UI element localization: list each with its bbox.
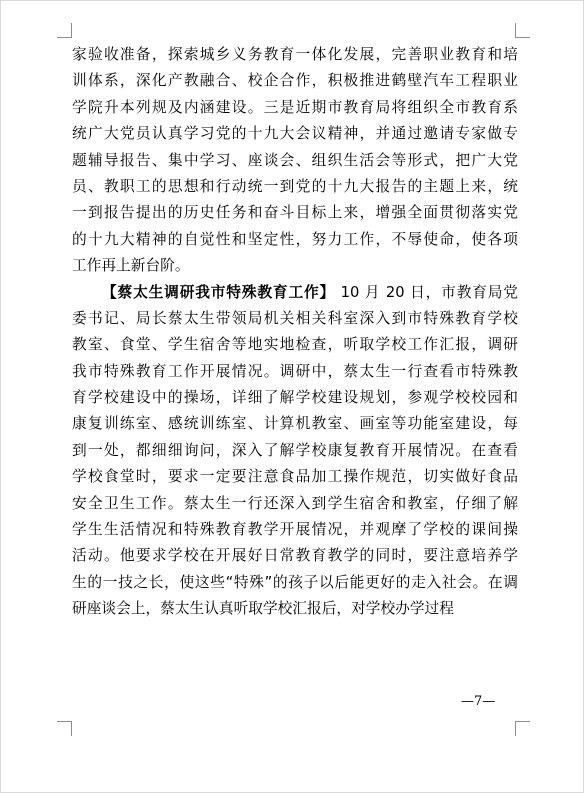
text-line: 康复训练室、感统训练室、计算机教室、画室等功能室建设，每 [72, 415, 518, 433]
paragraph-first-line [72, 280, 518, 306]
page-number: —7— [461, 694, 496, 709]
text-line: 教室、食堂、学生宿舍等地实地检查，听取学校工作汇报，调研 [72, 336, 518, 354]
text-line: 一到报告提出的历史任务和奋斗目标上来，增强全面贯彻落实党 [72, 204, 518, 222]
text-line: 的十九大精神的自觉性和坚定性，努力工作，不辱使命，使各项 [72, 230, 518, 248]
text-line: 委书记、局长蔡太生带领局机关相关科室深入到市特殊教育学校 [72, 309, 518, 327]
text-span: 10 月 20 日，市教育局党 [340, 283, 518, 301]
text-line: 工作再上新台阶。 [72, 257, 190, 275]
text-line: 研座谈会上，蔡太生认真听取学校汇报后，对学校办学过程 [72, 600, 454, 618]
text-line: 学校食堂时，要求一定要注意食品加工操作规范，切实做好食品 [72, 468, 518, 486]
text-line: 活动。他要求学校在开展好日常教育教学的同时，要注意培养学 [72, 547, 518, 565]
text-line: 我市特殊教育工作开展情况。调研中，蔡太生一行查看市特殊教 [72, 362, 518, 380]
text-line: 家验收准备，探索城乡义务教育一体化发展，完善职业教育和培 [72, 46, 518, 63]
text-line: 学生生活情况和特殊教育教学开展情况，并观摩了学校的课间操 [72, 521, 518, 539]
corner-mark-top-right [515, 23, 530, 38]
text-line: 题辅导报告、集中学习、座谈会、组织生活会等形式，把广大党 [72, 151, 518, 169]
text-line: 育学校建设中的操场，详细了解学校建设规划，参观学校校园和 [72, 389, 518, 407]
text-line: 训体系，深化产教融合、校企合作，积极推进鹤壁汽车工程职业 [72, 72, 518, 90]
text-line: 到一处，都细细询问，深入了解学校康复教育开展情况。在查看 [72, 441, 518, 459]
text-line: 员、教职工的思想和行动统一到党的十九大报告的主题上来，统 [72, 177, 518, 195]
section-heading: 【蔡太生调研我市特殊教育工作】 [102, 283, 336, 301]
corner-mark-top-left [57, 23, 72, 38]
text-line: 学院升本列规及内涵建设。三是近期市教育局将组织全市教育系 [72, 98, 518, 116]
corner-mark-bottom-left [57, 721, 72, 736]
text-line: 生的一技之长，使这些“特殊”的孩子以后能更好的走入社会。在调 [72, 573, 518, 591]
corner-mark-bottom-right [515, 721, 530, 736]
text-line: 安全卫生工作。蔡太生一行还深入到学生宿舍和教室，仔细了解 [72, 494, 518, 512]
document-body[interactable] [72, 42, 518, 623]
text-line: 统广大党员认真学习党的十九大会议精神，并通过邀请专家做专 [72, 125, 518, 143]
